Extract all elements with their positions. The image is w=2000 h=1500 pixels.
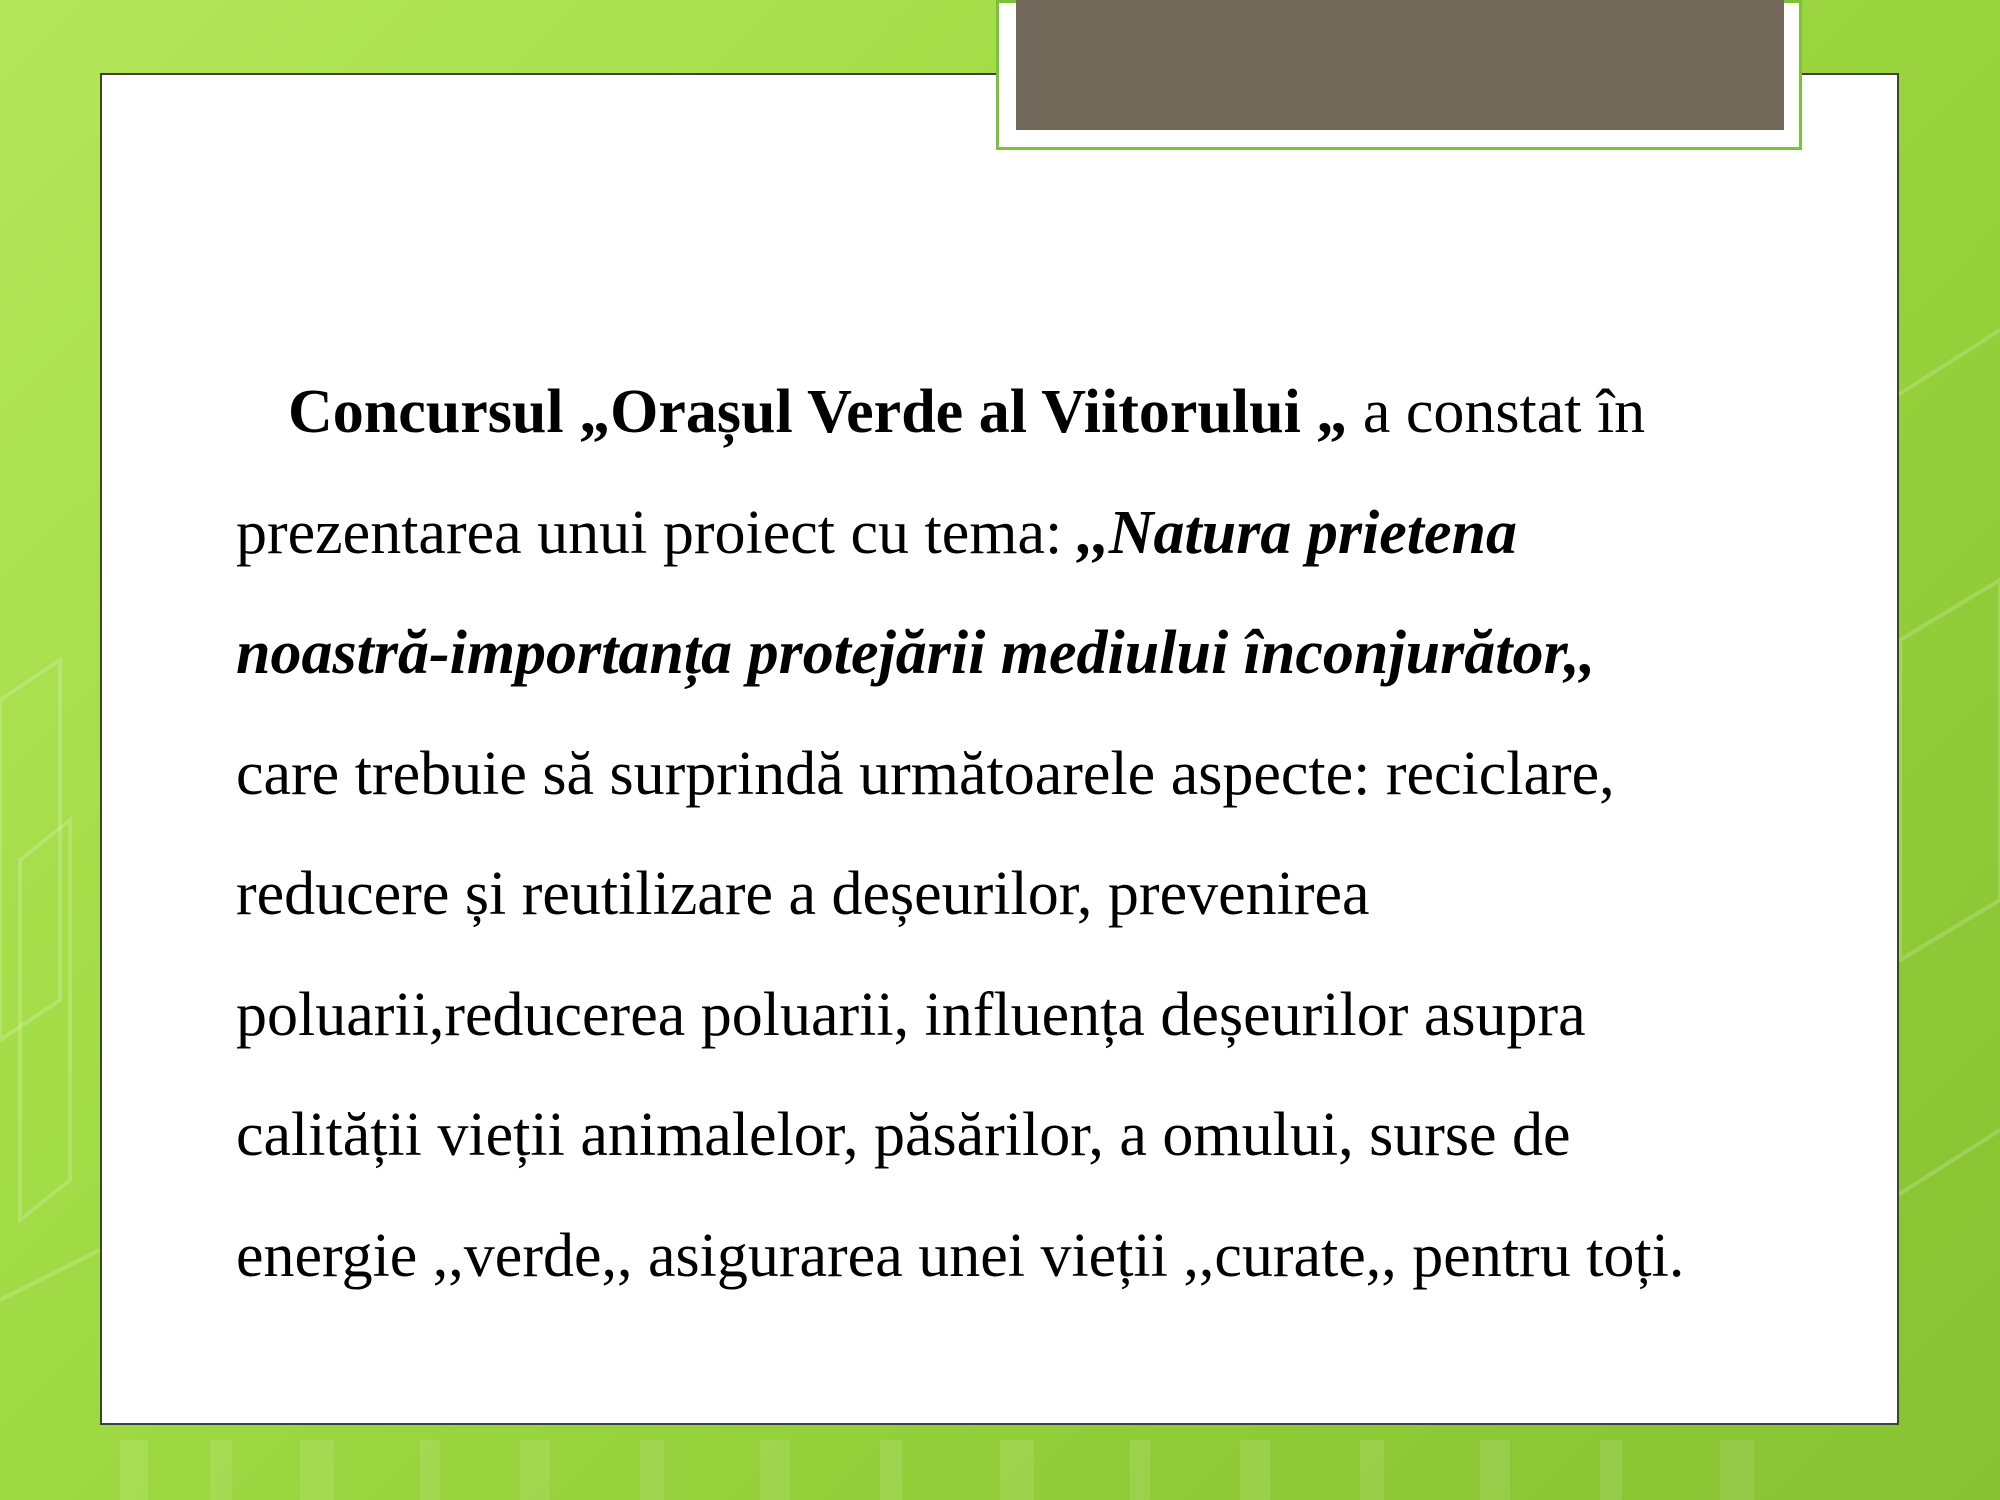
contest-name: Concursul „Orașul Verde al Viitorului „ [288,378,1348,446]
project-theme: ,,Natura prietena [1077,498,1517,567]
title-placeholder-box [1016,0,1784,130]
paragraph-text: prezentarea unui proiect cu tema: [236,498,1078,567]
paragraph-line: poluarii,reducerea poluarii, influența deșeurilor asupra [236,980,1586,1049]
paragraph-line: reducere și reutilizare a deșeurilor, prevenirea [236,860,1370,928]
paragraph-line: care trebuie să surprindă următoarele aspecte: reciclare, [236,739,1615,808]
paragraph-line: calității vieții animalelor, păsărilor, a omului, surse de [236,1101,1571,1169]
paragraph-line: energie ,,verde,, asigurarea unei vieții ,,curate,, pentru toți. [236,1221,1685,1290]
body-paragraph [236,352,1806,1316]
paragraph-line [236,352,1806,473]
paragraph-text: a constat în [1347,378,1646,446]
paragraph-line [236,473,1806,594]
project-theme-continued: noastră-importanța protejării mediului înconjurător,, [236,619,1596,687]
